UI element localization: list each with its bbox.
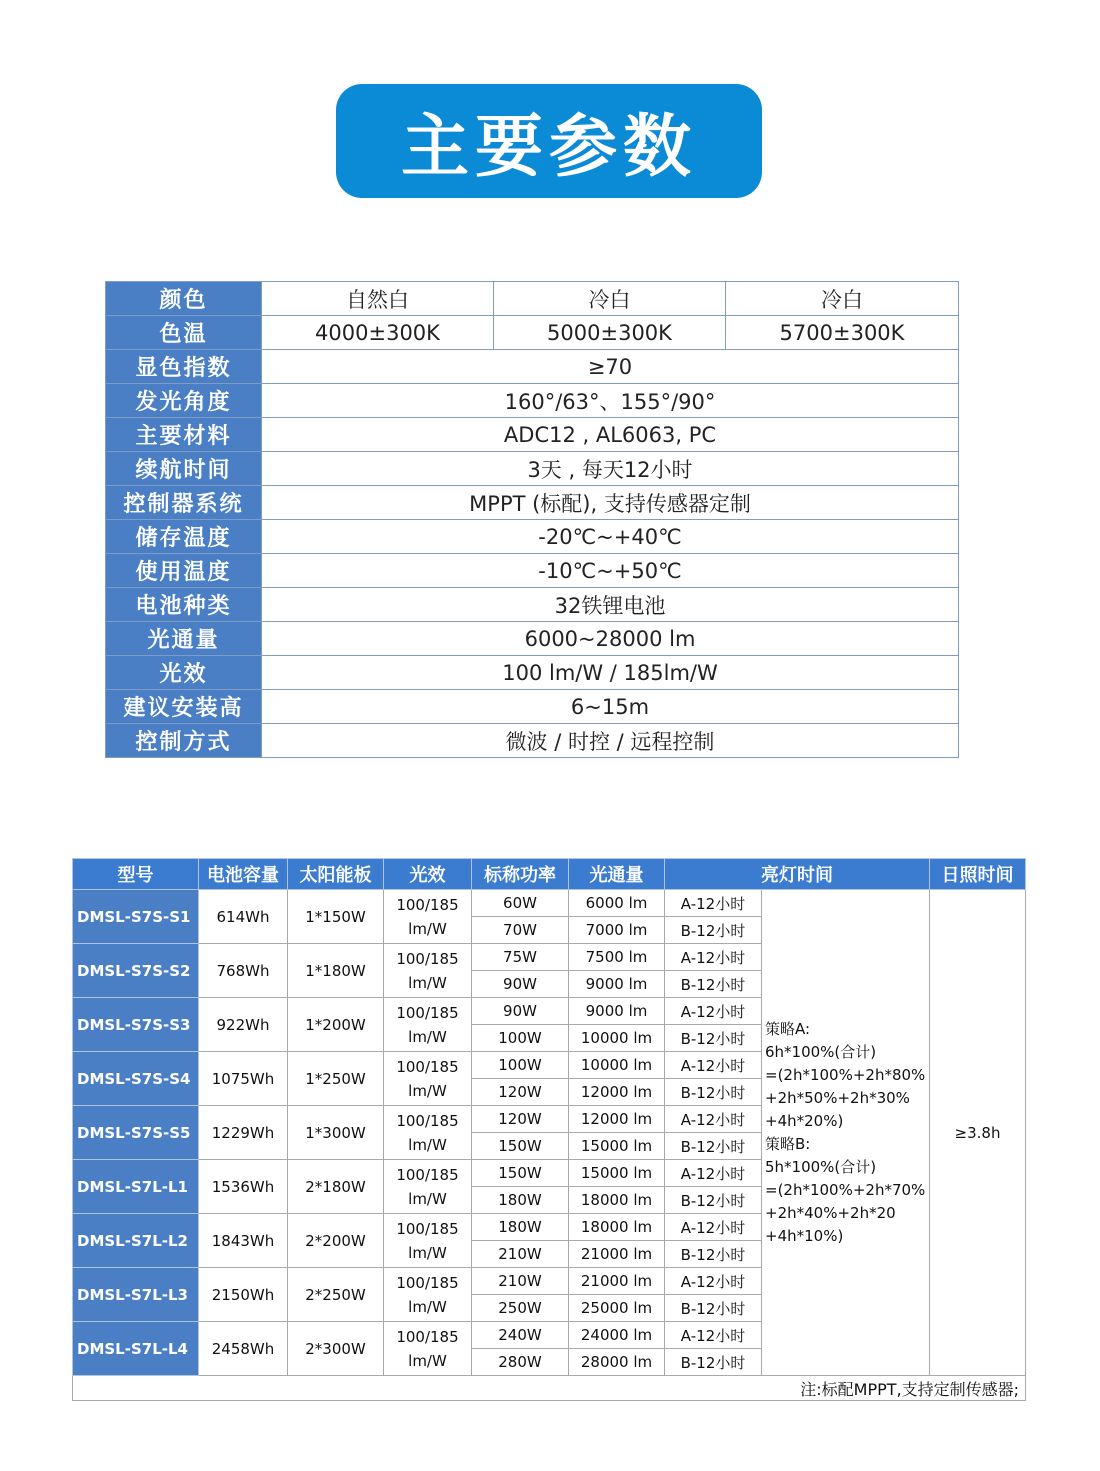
title-banner <box>336 84 762 198</box>
efficacy-value: 100/185 <box>396 895 459 914</box>
luminous-flux: 18000 lm <box>569 1187 665 1214</box>
efficacy-value: 100/185 <box>396 1003 459 1022</box>
efficacy-unit: lm/W <box>408 1135 447 1154</box>
page-title: 主要参数 <box>400 107 697 187</box>
lighting-mode: A-12小时 <box>665 1322 762 1349</box>
model-name: DMSL-S7L-L1 <box>73 1160 199 1214</box>
efficacy-unit: lm/W <box>408 1027 447 1046</box>
lighting-mode: A-12小时 <box>665 1052 762 1079</box>
spec-value: 6~15m <box>262 690 959 724</box>
lighting-mode: B-12小时 <box>665 1079 762 1106</box>
rated-power: 210W <box>472 1241 569 1268</box>
luminous-flux: 12000 lm <box>569 1106 665 1133</box>
luminous-flux: 7000 lm <box>569 917 665 944</box>
spec-value: 6000~28000 lm <box>262 622 959 656</box>
rated-power: 150W <box>472 1133 569 1160</box>
efficacy <box>384 1160 472 1214</box>
luminous-flux: 12000 lm <box>569 1079 665 1106</box>
spec-key: 电池种类 <box>106 588 262 622</box>
spec-value: 冷白 <box>726 282 959 316</box>
spec-key: 光效 <box>106 656 262 690</box>
spec-value: 3天 , 每天12小时 <box>262 452 959 486</box>
luminous-flux: 15000 lm <box>569 1133 665 1160</box>
spec-key: 控制方式 <box>106 724 262 758</box>
column-header: 型号 <box>73 859 199 890</box>
model-name: DMSL-S7S-S2 <box>73 944 199 998</box>
strategy-line: +2h*40%+2h*20 <box>765 1203 896 1222</box>
rated-power: 280W <box>472 1349 569 1376</box>
spec-row <box>106 384 959 418</box>
rated-power: 150W <box>472 1160 569 1187</box>
luminous-flux: 28000 lm <box>569 1349 665 1376</box>
spec-key: 颜色 <box>106 282 262 316</box>
battery-capacity: 614Wh <box>199 890 288 944</box>
battery-capacity: 768Wh <box>199 944 288 998</box>
solar-panel: 2*300W <box>288 1322 384 1376</box>
solar-panel: 2*250W <box>288 1268 384 1322</box>
spec-row <box>106 486 959 520</box>
spec-value: -20℃~+40℃ <box>262 520 959 554</box>
battery-capacity: 1536Wh <box>199 1160 288 1214</box>
spec-table <box>105 281 959 758</box>
efficacy-value: 100/185 <box>396 1057 459 1076</box>
lighting-mode: A-12小时 <box>665 1268 762 1295</box>
strategy-line: +4h*10%) <box>765 1226 844 1245</box>
column-header: 亮灯时间 <box>665 859 930 890</box>
spec-row <box>106 282 959 316</box>
strategy-line: +2h*50%+2h*30% <box>765 1088 910 1107</box>
spec-value: 5700±300K <box>726 316 959 350</box>
rated-power: 210W <box>472 1268 569 1295</box>
strategy-line: =(2h*100%+2h*80% <box>765 1065 926 1084</box>
spec-value: 冷白 <box>494 282 726 316</box>
efficacy-unit: lm/W <box>408 1351 447 1370</box>
efficacy <box>384 1322 472 1376</box>
solar-panel: 2*200W <box>288 1214 384 1268</box>
spec-value: -10℃~+50℃ <box>262 554 959 588</box>
spec-key: 发光角度 <box>106 384 262 418</box>
lighting-mode: B-12小时 <box>665 917 762 944</box>
efficacy <box>384 1106 472 1160</box>
model-name: DMSL-S7S-S5 <box>73 1106 199 1160</box>
efficacy-unit: lm/W <box>408 919 447 938</box>
spec-row <box>106 520 959 554</box>
spec-row <box>106 452 959 486</box>
rated-power: 90W <box>472 998 569 1025</box>
spec-value: 微波 / 时控 / 远程控制 <box>262 724 959 758</box>
rated-power: 120W <box>472 1106 569 1133</box>
luminous-flux: 9000 lm <box>569 998 665 1025</box>
spec-value: ADC12 , AL6063, PC <box>262 418 959 452</box>
spec-value: 自然白 <box>262 282 494 316</box>
lighting-mode: A-12小时 <box>665 998 762 1025</box>
efficacy <box>384 944 472 998</box>
spec-key: 使用温度 <box>106 554 262 588</box>
spec-value: 100 lm/W / 185lm/W <box>262 656 959 690</box>
rated-power: 120W <box>472 1079 569 1106</box>
efficacy <box>384 890 472 944</box>
model-name: DMSL-S7S-S4 <box>73 1052 199 1106</box>
luminous-flux: 21000 lm <box>569 1241 665 1268</box>
luminous-flux: 7500 lm <box>569 944 665 971</box>
efficacy-unit: lm/W <box>408 1081 447 1100</box>
lighting-mode: A-12小时 <box>665 1160 762 1187</box>
spec-value: 4000±300K <box>262 316 494 350</box>
spec-key: 建议安装高 <box>106 690 262 724</box>
rated-power: 75W <box>472 944 569 971</box>
battery-capacity: 1075Wh <box>199 1052 288 1106</box>
efficacy-value: 100/185 <box>396 949 459 968</box>
spec-key: 显色指数 <box>106 350 262 384</box>
solar-panel: 1*250W <box>288 1052 384 1106</box>
rated-power: 90W <box>472 971 569 998</box>
lighting-mode: A-12小时 <box>665 944 762 971</box>
column-header: 太阳能板 <box>288 859 384 890</box>
luminous-flux: 15000 lm <box>569 1160 665 1187</box>
luminous-flux: 6000 lm <box>569 890 665 917</box>
efficacy <box>384 1214 472 1268</box>
model-name: DMSL-S7L-L3 <box>73 1268 199 1322</box>
efficacy-unit: lm/W <box>408 1189 447 1208</box>
sunshine-hours: ≥3.8h <box>930 890 1026 1376</box>
battery-capacity: 2458Wh <box>199 1322 288 1376</box>
strategy-line: 策略B: <box>765 1134 811 1153</box>
spec-row <box>106 588 959 622</box>
efficacy-value: 100/185 <box>396 1219 459 1238</box>
spec-row <box>106 316 959 350</box>
note-row <box>73 1376 1026 1401</box>
luminous-flux: 18000 lm <box>569 1214 665 1241</box>
solar-panel: 1*200W <box>288 998 384 1052</box>
rated-power: 180W <box>472 1187 569 1214</box>
spec-value: 5000±300K <box>494 316 726 350</box>
model-name: DMSL-S7S-S1 <box>73 890 199 944</box>
spec-row <box>106 690 959 724</box>
column-header: 标称功率 <box>472 859 569 890</box>
spec-key: 色温 <box>106 316 262 350</box>
spec-key: 控制器系统 <box>106 486 262 520</box>
column-header: 光通量 <box>569 859 665 890</box>
spec-value: 32铁锂电池 <box>262 588 959 622</box>
efficacy-value: 100/185 <box>396 1327 459 1346</box>
table-row <box>73 890 1026 917</box>
efficacy-unit: lm/W <box>408 1297 447 1316</box>
model-name: DMSL-S7L-L2 <box>73 1214 199 1268</box>
solar-panel: 1*150W <box>288 890 384 944</box>
efficacy-value: 100/185 <box>396 1111 459 1130</box>
lighting-mode: B-12小时 <box>665 1025 762 1052</box>
spec-value: MPPT (标配), 支持传感器定制 <box>262 486 959 520</box>
strategy-line: 5h*100%(合计) <box>765 1157 877 1176</box>
strategy-line: +4h*20%) <box>765 1111 844 1130</box>
model-table <box>72 858 1026 1401</box>
column-header: 光效 <box>384 859 472 890</box>
solar-panel: 1*300W <box>288 1106 384 1160</box>
rated-power: 100W <box>472 1025 569 1052</box>
spec-row <box>106 554 959 588</box>
lighting-mode: B-12小时 <box>665 1241 762 1268</box>
spec-key: 储存温度 <box>106 520 262 554</box>
battery-capacity: 922Wh <box>199 998 288 1052</box>
lighting-mode: A-12小时 <box>665 1214 762 1241</box>
efficacy-value: 100/185 <box>396 1273 459 1292</box>
efficacy <box>384 1268 472 1322</box>
strategy-line: 策略A: <box>765 1019 811 1038</box>
battery-capacity: 1229Wh <box>199 1106 288 1160</box>
lighting-mode: B-12小时 <box>665 971 762 998</box>
luminous-flux: 10000 lm <box>569 1052 665 1079</box>
column-header: 日照时间 <box>930 859 1026 890</box>
efficacy <box>384 998 472 1052</box>
strategy-line: 6h*100%(合计) <box>765 1042 877 1061</box>
spec-row <box>106 656 959 690</box>
spec-value: 160°/63°、155°/90° <box>262 384 959 418</box>
battery-capacity: 2150Wh <box>199 1268 288 1322</box>
spec-row <box>106 622 959 656</box>
rated-power: 70W <box>472 917 569 944</box>
column-header: 电池容量 <box>199 859 288 890</box>
lighting-mode: B-12小时 <box>665 1349 762 1376</box>
luminous-flux: 10000 lm <box>569 1025 665 1052</box>
model-name: DMSL-S7L-L4 <box>73 1322 199 1376</box>
solar-panel: 1*180W <box>288 944 384 998</box>
lighting-mode: B-12小时 <box>665 1295 762 1322</box>
rated-power: 60W <box>472 890 569 917</box>
battery-capacity: 1843Wh <box>199 1214 288 1268</box>
spec-row <box>106 350 959 384</box>
rated-power: 180W <box>472 1214 569 1241</box>
efficacy <box>384 1052 472 1106</box>
spec-row <box>106 418 959 452</box>
spec-row <box>106 724 959 758</box>
luminous-flux: 24000 lm <box>569 1322 665 1349</box>
spec-key: 续航时间 <box>106 452 262 486</box>
rated-power: 240W <box>472 1322 569 1349</box>
luminous-flux: 9000 lm <box>569 971 665 998</box>
efficacy-unit: lm/W <box>408 1243 447 1262</box>
lighting-mode: A-12小时 <box>665 890 762 917</box>
lighting-mode: B-12小时 <box>665 1133 762 1160</box>
luminous-flux: 25000 lm <box>569 1295 665 1322</box>
rated-power: 100W <box>472 1052 569 1079</box>
spec-key: 主要材料 <box>106 418 262 452</box>
spec-key: 光通量 <box>106 622 262 656</box>
efficacy-unit: lm/W <box>408 973 447 992</box>
spec-value: ≥70 <box>262 350 959 384</box>
efficacy-value: 100/185 <box>396 1165 459 1184</box>
rated-power: 250W <box>472 1295 569 1322</box>
footnote: 注:标配MPPT,支持定制传感器; <box>73 1376 1026 1401</box>
model-table-header <box>73 859 1026 890</box>
solar-panel: 2*180W <box>288 1160 384 1214</box>
lighting-mode: A-12小时 <box>665 1106 762 1133</box>
model-name: DMSL-S7S-S3 <box>73 998 199 1052</box>
lighting-mode: B-12小时 <box>665 1187 762 1214</box>
strategy-line: =(2h*100%+2h*70% <box>765 1180 926 1199</box>
lighting-strategy <box>762 890 930 1376</box>
luminous-flux: 21000 lm <box>569 1268 665 1295</box>
